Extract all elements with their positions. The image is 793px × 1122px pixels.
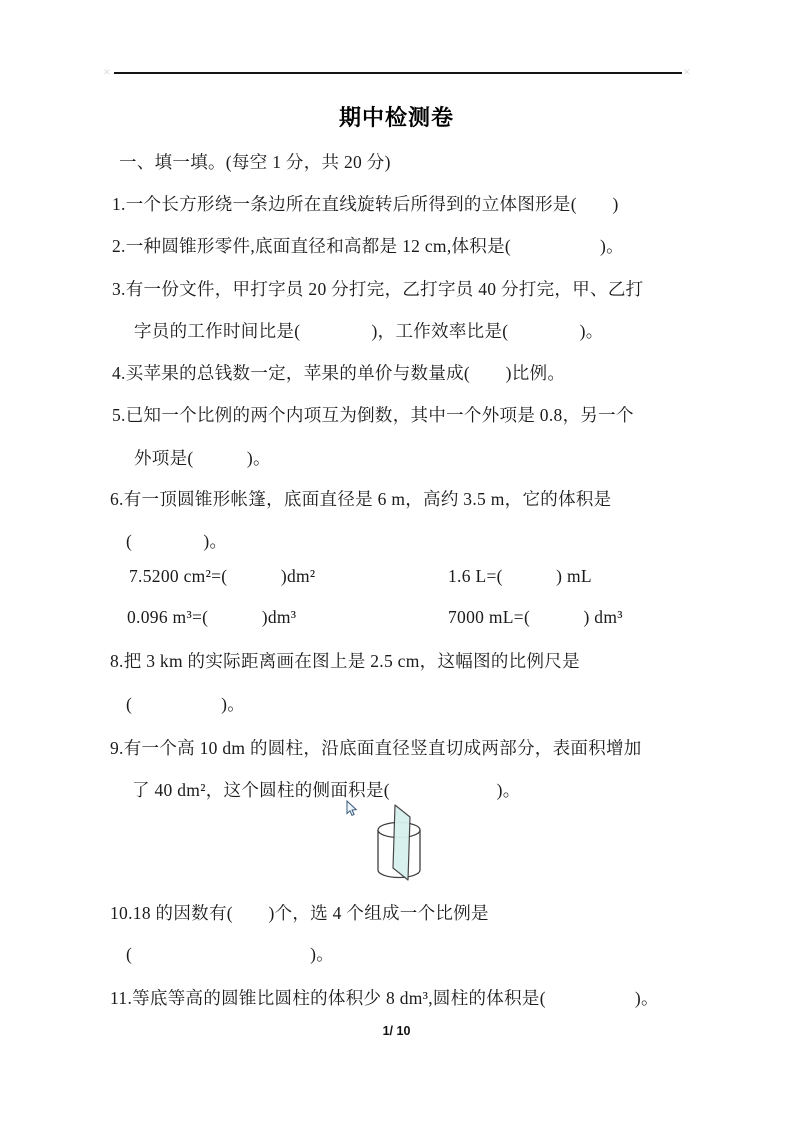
cylinder-cut-figure [363,795,463,895]
mouse-cursor-icon [346,800,358,817]
cylinder-cut-svg [363,795,463,895]
question-1: 1.一个长方形绕一条边所在直线旋转后所得到的立体图形是( ) [112,194,619,214]
question-5-line-1: 5.已知一个比例的两个内项互为倒数，其中一个外项是 0.8，另一个 [112,405,634,425]
question-2: 2.一种圆锥形零件,底面直径和高都是 12 cm,体积是( )。 [112,236,624,256]
crop-mark-left: ✕ [103,68,111,78]
question-3-line-2: 字员的工作时间比是( )，工作效率比是( )。 [134,321,604,341]
section-heading: 一、填一填。(每空 1 分，共 20 分) [119,152,391,172]
question-7-row-1-right: 1.6 L=( ) mL [448,566,592,586]
question-6-line-1: 6.有一顶圆锥形帐篷，底面直径是 6 m，高约 3.5 m，它的体积是 [110,489,612,509]
question-8-line-1: 8.把 3 km 的实际距离画在图上是 2.5 cm，这幅图的比例尺是 [110,651,580,671]
question-11: 11.等底等高的圆锥比圆柱的体积少 8 dm³,圆柱的体积是( )。 [110,988,659,1008]
question-7-row-1-left: 7.5200 cm²=( )dm² [129,566,316,586]
question-10-line-1: 10.18 的因数有( )个，选 4 个组成一个比例是 [110,903,489,923]
mouse-cursor [346,800,358,817]
question-7-row-2 [127,604,623,629]
question-6-line-2: ( )。 [126,531,228,551]
question-9-line-1: 9.有一个高 10 dm 的圆柱，沿底面直径竖直切成两部分，表面积增加 [110,738,642,758]
page-number: 1/ 10 [382,1024,411,1038]
question-3-line-1: 3.有一份文件，甲打字员 20 分打完，乙打字员 40 分打完，甲、乙打 [112,279,644,299]
cutting-plane [393,805,410,880]
page-title: 期中检测卷 [338,105,454,130]
question-10-line-2: ( )。 [126,944,335,964]
header-rule [114,72,682,74]
question-8-line-2: ( )。 [126,694,246,714]
question-5-line-2: 外项是( )。 [134,448,271,468]
question-4: 4.买苹果的总钱数一定，苹果的单价与数量成( )比例。 [112,363,566,383]
question-9-line-2: 了 40 dm²，这个圆柱的侧面积是( )。 [132,780,521,800]
question-7-row-2-left: 0.096 m³=( )dm³ [127,607,297,627]
question-7-row-2-right: 7000 mL=( ) dm³ [448,607,623,627]
crop-mark-right: ✕ [683,68,691,78]
question-7-row-1 [129,563,592,588]
